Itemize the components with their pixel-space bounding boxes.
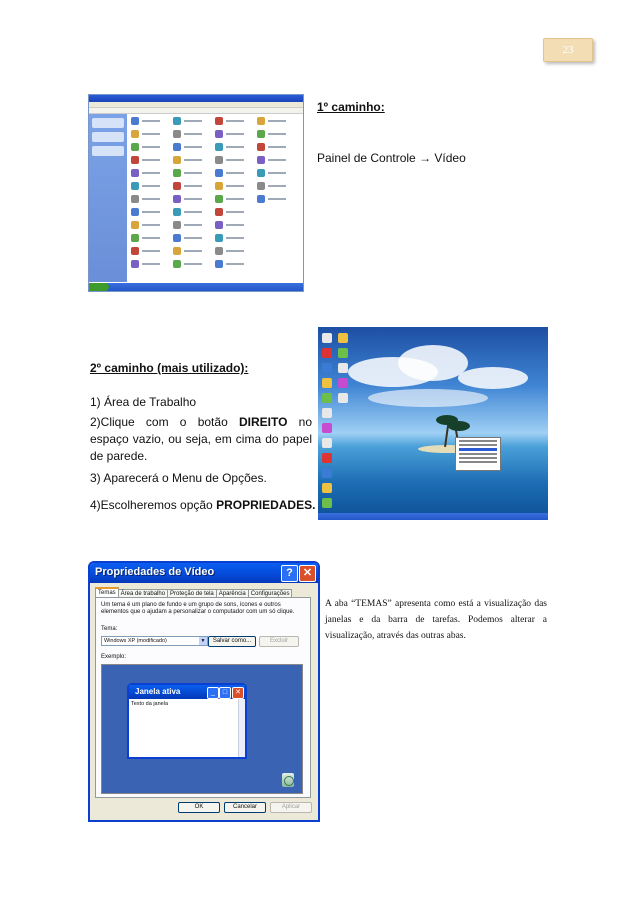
control-panel-applet-icon — [131, 182, 139, 190]
control-panel-applet-icon — [131, 117, 139, 125]
desktop-shortcut-icon — [338, 363, 348, 373]
context-menu — [455, 437, 501, 471]
display-properties-dialog — [88, 561, 320, 822]
control-panel-applet-icon — [215, 117, 223, 125]
desktop-shortcut-icon — [322, 468, 332, 478]
control-panel-applet-icon — [131, 195, 139, 203]
control-panel-applet-icon — [173, 156, 181, 164]
desktop-shortcut-icon — [322, 438, 332, 448]
step-1: 1) Área de Trabalho — [90, 395, 197, 409]
control-panel-applet-icon — [257, 117, 265, 125]
control-panel-applet-icon — [131, 221, 139, 229]
desktop-shortcut-icon — [322, 378, 332, 388]
control-panel-applet-icon — [215, 208, 223, 216]
step-3: 3) Aparecerá o Menu de Opções. — [90, 471, 267, 485]
control-panel-applet-icon — [173, 130, 181, 138]
control-panel-icons — [131, 117, 299, 281]
desktop-shortcut-icon — [322, 423, 332, 433]
temas-paragraph: A aba “TEMAS” apresenta como está a visualização das janelas e da barra de tarefas. Podemos alterar a visualização, através das outras abas. — [325, 599, 547, 641]
control-panel-applet-icon — [173, 182, 181, 190]
control-panel-applet-icon — [131, 156, 139, 164]
control-panel-applet-icon — [215, 182, 223, 190]
theme-select[interactable]: Windows XP (modificado) ▼ — [101, 636, 208, 646]
desktop-shortcut-icon — [322, 453, 332, 463]
arrow-right-icon: → — [419, 151, 432, 165]
control-panel-applet-icon — [131, 130, 139, 138]
control-panel-applet-icon — [257, 143, 265, 151]
desktop-shortcut-icon — [322, 408, 332, 418]
dialog-tabs — [95, 587, 291, 597]
control-panel-applet-icon — [215, 130, 223, 138]
desktop-shortcut-icon — [338, 378, 348, 388]
page-number-badge: 23 — [543, 38, 593, 62]
control-panel-applet-icon — [173, 117, 181, 125]
step-2: 2)Clique com o botão DIREITO no espaço vazio, ou seja, em cima do papel de parede. — [90, 415, 312, 463]
cancel-button[interactable]: Cancelar — [224, 802, 266, 813]
path1-heading: 1º caminho: — [317, 100, 385, 114]
control-panel-applet-icon — [215, 247, 223, 255]
control-panel-applet-icon — [257, 182, 265, 190]
control-panel-applet-icon — [215, 195, 223, 203]
tab-panel — [95, 597, 311, 798]
control-panel-applet-icon — [173, 169, 181, 177]
help-button[interactable]: ? — [281, 565, 298, 582]
save-as-button[interactable]: Salvar como... — [208, 636, 256, 647]
step-4: 4)Escolheremos opção PROPRIEDADES. — [90, 498, 316, 512]
close-icon: ✕ — [232, 687, 244, 699]
control-panel-applet-icon — [173, 208, 181, 216]
desktop-shortcut-icon — [322, 483, 332, 493]
control-panel-applet-icon — [215, 169, 223, 177]
recycle-bin-icon — [282, 773, 294, 787]
control-panel-applet-icon — [131, 169, 139, 177]
apply-button[interactable]: Aplicar — [270, 802, 312, 813]
desktop-shortcut-icon — [338, 333, 348, 343]
path1-text: Painel de Controle → Vídeo — [317, 151, 466, 165]
control-panel-applet-icon — [131, 260, 139, 268]
preview-window — [127, 683, 247, 759]
control-panel-applet-icon — [173, 247, 181, 255]
control-panel-applet-icon — [173, 234, 181, 242]
tab-temas[interactable]: Temas — [95, 587, 119, 599]
preview-window-text: Texto da janela — [131, 701, 168, 707]
control-panel-applet-icon — [257, 195, 265, 203]
control-panel-applet-icon — [215, 260, 223, 268]
tab-configuracoes[interactable]: Configurações — [248, 589, 293, 599]
desktop-shortcut-icon — [338, 348, 348, 358]
desktop-screenshot — [318, 327, 548, 520]
taskbar — [89, 283, 303, 291]
minimize-icon: _ — [207, 687, 219, 699]
control-panel-applet-icon — [131, 208, 139, 216]
control-panel-applet-icon — [257, 156, 265, 164]
tab-area-de-trabalho[interactable]: Área de trabalho — [118, 589, 168, 599]
control-panel-applet-icon — [173, 221, 181, 229]
desktop-shortcut-icon — [322, 498, 332, 508]
delete-button[interactable]: Excluir — [259, 636, 299, 647]
control-panel-applet-icon — [131, 247, 139, 255]
tab-aparencia[interactable]: Aparência — [216, 589, 249, 599]
path2-heading: 2º caminho (mais utilizado): — [90, 361, 249, 375]
theme-preview — [101, 664, 303, 794]
desktop-shortcut-icon — [322, 363, 332, 373]
control-panel-applet-icon — [257, 169, 265, 177]
tab-protecao-de-tela[interactable]: Proteção de tela — [167, 589, 217, 599]
theme-description: Um tema é um plano de fundo e um grupo de sons, ícones e outros elementos que o ajudam a personalizar o computador com um só clique. — [101, 602, 295, 615]
start-button — [89, 283, 109, 291]
control-panel-screenshot — [88, 94, 304, 292]
preview-window-title: Janela ativa — [135, 687, 181, 696]
control-panel-applet-icon — [131, 234, 139, 242]
control-panel-applet-icon — [215, 221, 223, 229]
window-titlebar — [89, 95, 303, 102]
desktop-shortcut-icon — [338, 393, 348, 403]
desktop-shortcut-icon — [322, 333, 332, 343]
control-panel-applet-icon — [173, 195, 181, 203]
scrollbar — [238, 699, 245, 757]
taskbar — [318, 513, 548, 520]
control-panel-sidebar — [89, 114, 127, 282]
control-panel-applet-icon — [215, 156, 223, 164]
control-panel-applet-icon — [215, 143, 223, 151]
maximize-icon: □ — [219, 687, 231, 699]
control-panel-applet-icon — [257, 130, 265, 138]
dialog-titlebar — [90, 563, 318, 583]
theme-label: Tema: — [101, 626, 118, 632]
close-button[interactable]: ✕ — [299, 565, 316, 582]
dialog-title: Propriedades de Vídeo — [95, 566, 215, 578]
chevron-down-icon: ▼ — [200, 638, 206, 644]
desktop-shortcut-icon — [322, 348, 332, 358]
desktop-shortcut-icon — [322, 393, 332, 403]
control-panel-applet-icon — [173, 260, 181, 268]
control-panel-applet-icon — [173, 143, 181, 151]
ok-button[interactable]: OK — [178, 802, 220, 813]
example-label: Exemplo: — [101, 654, 127, 660]
control-panel-applet-icon — [131, 143, 139, 151]
control-panel-applet-icon — [215, 234, 223, 242]
